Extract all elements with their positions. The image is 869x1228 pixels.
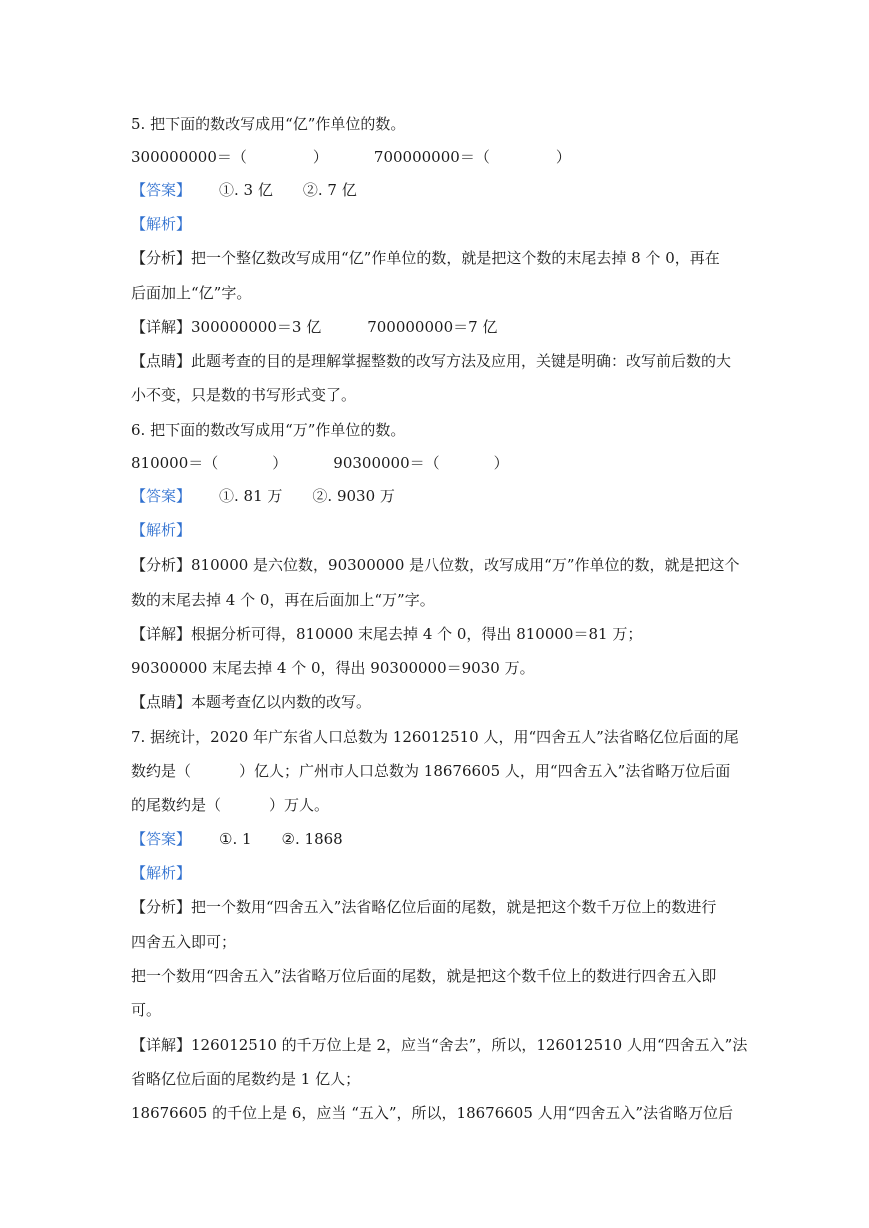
q5-answer1: ①. 3 亿 [219, 181, 273, 199]
q7-xiangjie-tag: 【详解】 [131, 1036, 192, 1054]
q7-fenxi-1 [131, 897, 716, 917]
q5-xiangjie-1: 300000000＝3 亿 [191, 318, 322, 336]
q6-fenxi-text-1: 810000 是六位数，90300000 是八位数，改写成用“万”作单位的数，就是把这个 [191, 556, 740, 574]
q6-expr2: 90300000＝（ [333, 454, 440, 472]
q5-fenxi-tag: 【分析】 [131, 249, 192, 267]
q5-xiangjie-tag: 【详解】 [131, 318, 192, 336]
q5-dianjing-1 [131, 351, 731, 371]
q5-expr1: 300000000＝（ [131, 148, 247, 166]
q5-answer-line [131, 180, 357, 200]
q7-xiangjie-3: 18676605 的千位上是 6，应当 “五入”，所以，18676605 人用“四舍五入”法省略万位后 [131, 1104, 733, 1122]
q5-fenxi-text-1: 把一个整亿数改写成用“亿”作单位的数，就是把这个数的末尾去掉 8 个 0，再在 [191, 249, 720, 267]
q6-dianjing-tag: 【点睛】 [131, 693, 192, 711]
q7-answer-line [131, 829, 343, 849]
q6-dianjing-text-1: 本题考查亿以内数的改写。 [191, 693, 372, 711]
q6-dianjing [131, 692, 371, 712]
q6-answer2: ②. 9030 万 [312, 487, 395, 505]
q7-title-2a: 数约是（ [131, 762, 192, 780]
q5-expressions [131, 147, 571, 167]
q5-expr1-end: ） [312, 148, 328, 166]
q7-fenxi-tag: 【分析】 [131, 898, 192, 916]
q7-title-3b: ）万人。 [269, 796, 330, 814]
q5-jiexi-tag: 【解析】 [131, 215, 192, 233]
q7-fenxi-text-1: 把一个数用“四舍五入”法省略亿位后面的尾数，就是把这个数千万位上的数进行 [191, 898, 717, 916]
q6-answer-line [131, 486, 395, 506]
q6-expr1-end: ） [272, 454, 288, 472]
q7-fenxi-2: 四舍五入即可； [131, 933, 237, 951]
q7-title-3a: 的尾数约是（ [131, 796, 222, 814]
q6-xiangjie-tag: 【详解】 [131, 625, 192, 643]
q6-fenxi-tag: 【分析】 [131, 556, 192, 574]
q7-xiangjie-1 [131, 1035, 747, 1055]
q7-fenxi-4: 可。 [131, 1001, 162, 1019]
q7-answer-tag: 【答案】 [131, 830, 192, 848]
q7-title-3 [131, 795, 329, 815]
q6-fenxi-1 [131, 555, 740, 575]
q6-title: 6. 把下面的数改写成用“万”作单位的数。 [131, 421, 406, 439]
q6-answer-tag: 【答案】 [131, 487, 192, 505]
q7-xiangjie-2: 省略亿位后面的尾数约是 1 亿人； [131, 1070, 361, 1088]
q6-expressions [131, 453, 509, 473]
q7-jiexi-tag: 【解析】 [131, 864, 192, 882]
q7-answer2: ②. 1868 [281, 830, 343, 848]
q5-expr2-end: ） [555, 148, 571, 166]
q5-answer2: ②. 7 亿 [302, 181, 357, 199]
q5-xiangjie [131, 317, 497, 337]
q6-fenxi-2: 数的末尾去掉 4 个 0，再在后面加上“万”字。 [131, 591, 435, 609]
q5-fenxi-1 [131, 248, 720, 268]
q5-dianjing-text-1: 此题考查的目的是理解掌握整数的改写方法及应用，关键是明确：改写前后数的大 [191, 352, 732, 370]
q6-xiangjie-1 [131, 624, 642, 644]
q7-title-2 [131, 761, 730, 781]
q7-answer1: ①. 1 [219, 830, 252, 848]
q5-fenxi-2: 后面加上“亿”字。 [131, 284, 252, 302]
q7-title-2b: ）亿人；广州市人口总数为 18676605 人，用“四舍五入”法省略万位后面 [239, 762, 731, 780]
q6-answer1: ①. 81 万 [219, 487, 283, 505]
q5-expr2: 700000000＝（ [373, 148, 490, 166]
q6-xiangjie-text-1: 根据分析可得，810000 末尾去掉 4 个 0，得出 810000＝81 万； [191, 625, 643, 643]
q5-xiangjie-2: 700000000＝7 亿 [367, 318, 498, 336]
q5-dianjing-tag: 【点睛】 [131, 352, 192, 370]
q5-dianjing-2: 小不变，只是数的书写形式变了。 [131, 386, 357, 404]
q5-title: 5. 把下面的数改写成用“亿”作单位的数。 [131, 115, 406, 133]
q5-answer-tag: 【答案】 [131, 181, 192, 199]
q6-expr2-end: ） [493, 454, 509, 472]
q6-jiexi-tag: 【解析】 [131, 521, 192, 539]
q6-xiangjie-2: 90300000 末尾去掉 4 个 0，得出 90300000＝9030 万。 [131, 659, 535, 677]
q7-fenxi-3: 把一个数用“四舍五入”法省略万位后面的尾数，就是把这个数千位上的数进行四舍五入即 [131, 967, 717, 985]
q7-xiangjie-text-1: 126012510 的千万位上是 2，应当“舍去”，所以，126012510 人用“四舍五入”法 [191, 1036, 748, 1054]
q7-title-1: 7. 据统计，2020 年广东省人口总数为 126012510 人，用“四舍五人”法省略亿位后面的尾 [131, 728, 739, 746]
q6-expr1: 810000＝（ [131, 454, 219, 472]
